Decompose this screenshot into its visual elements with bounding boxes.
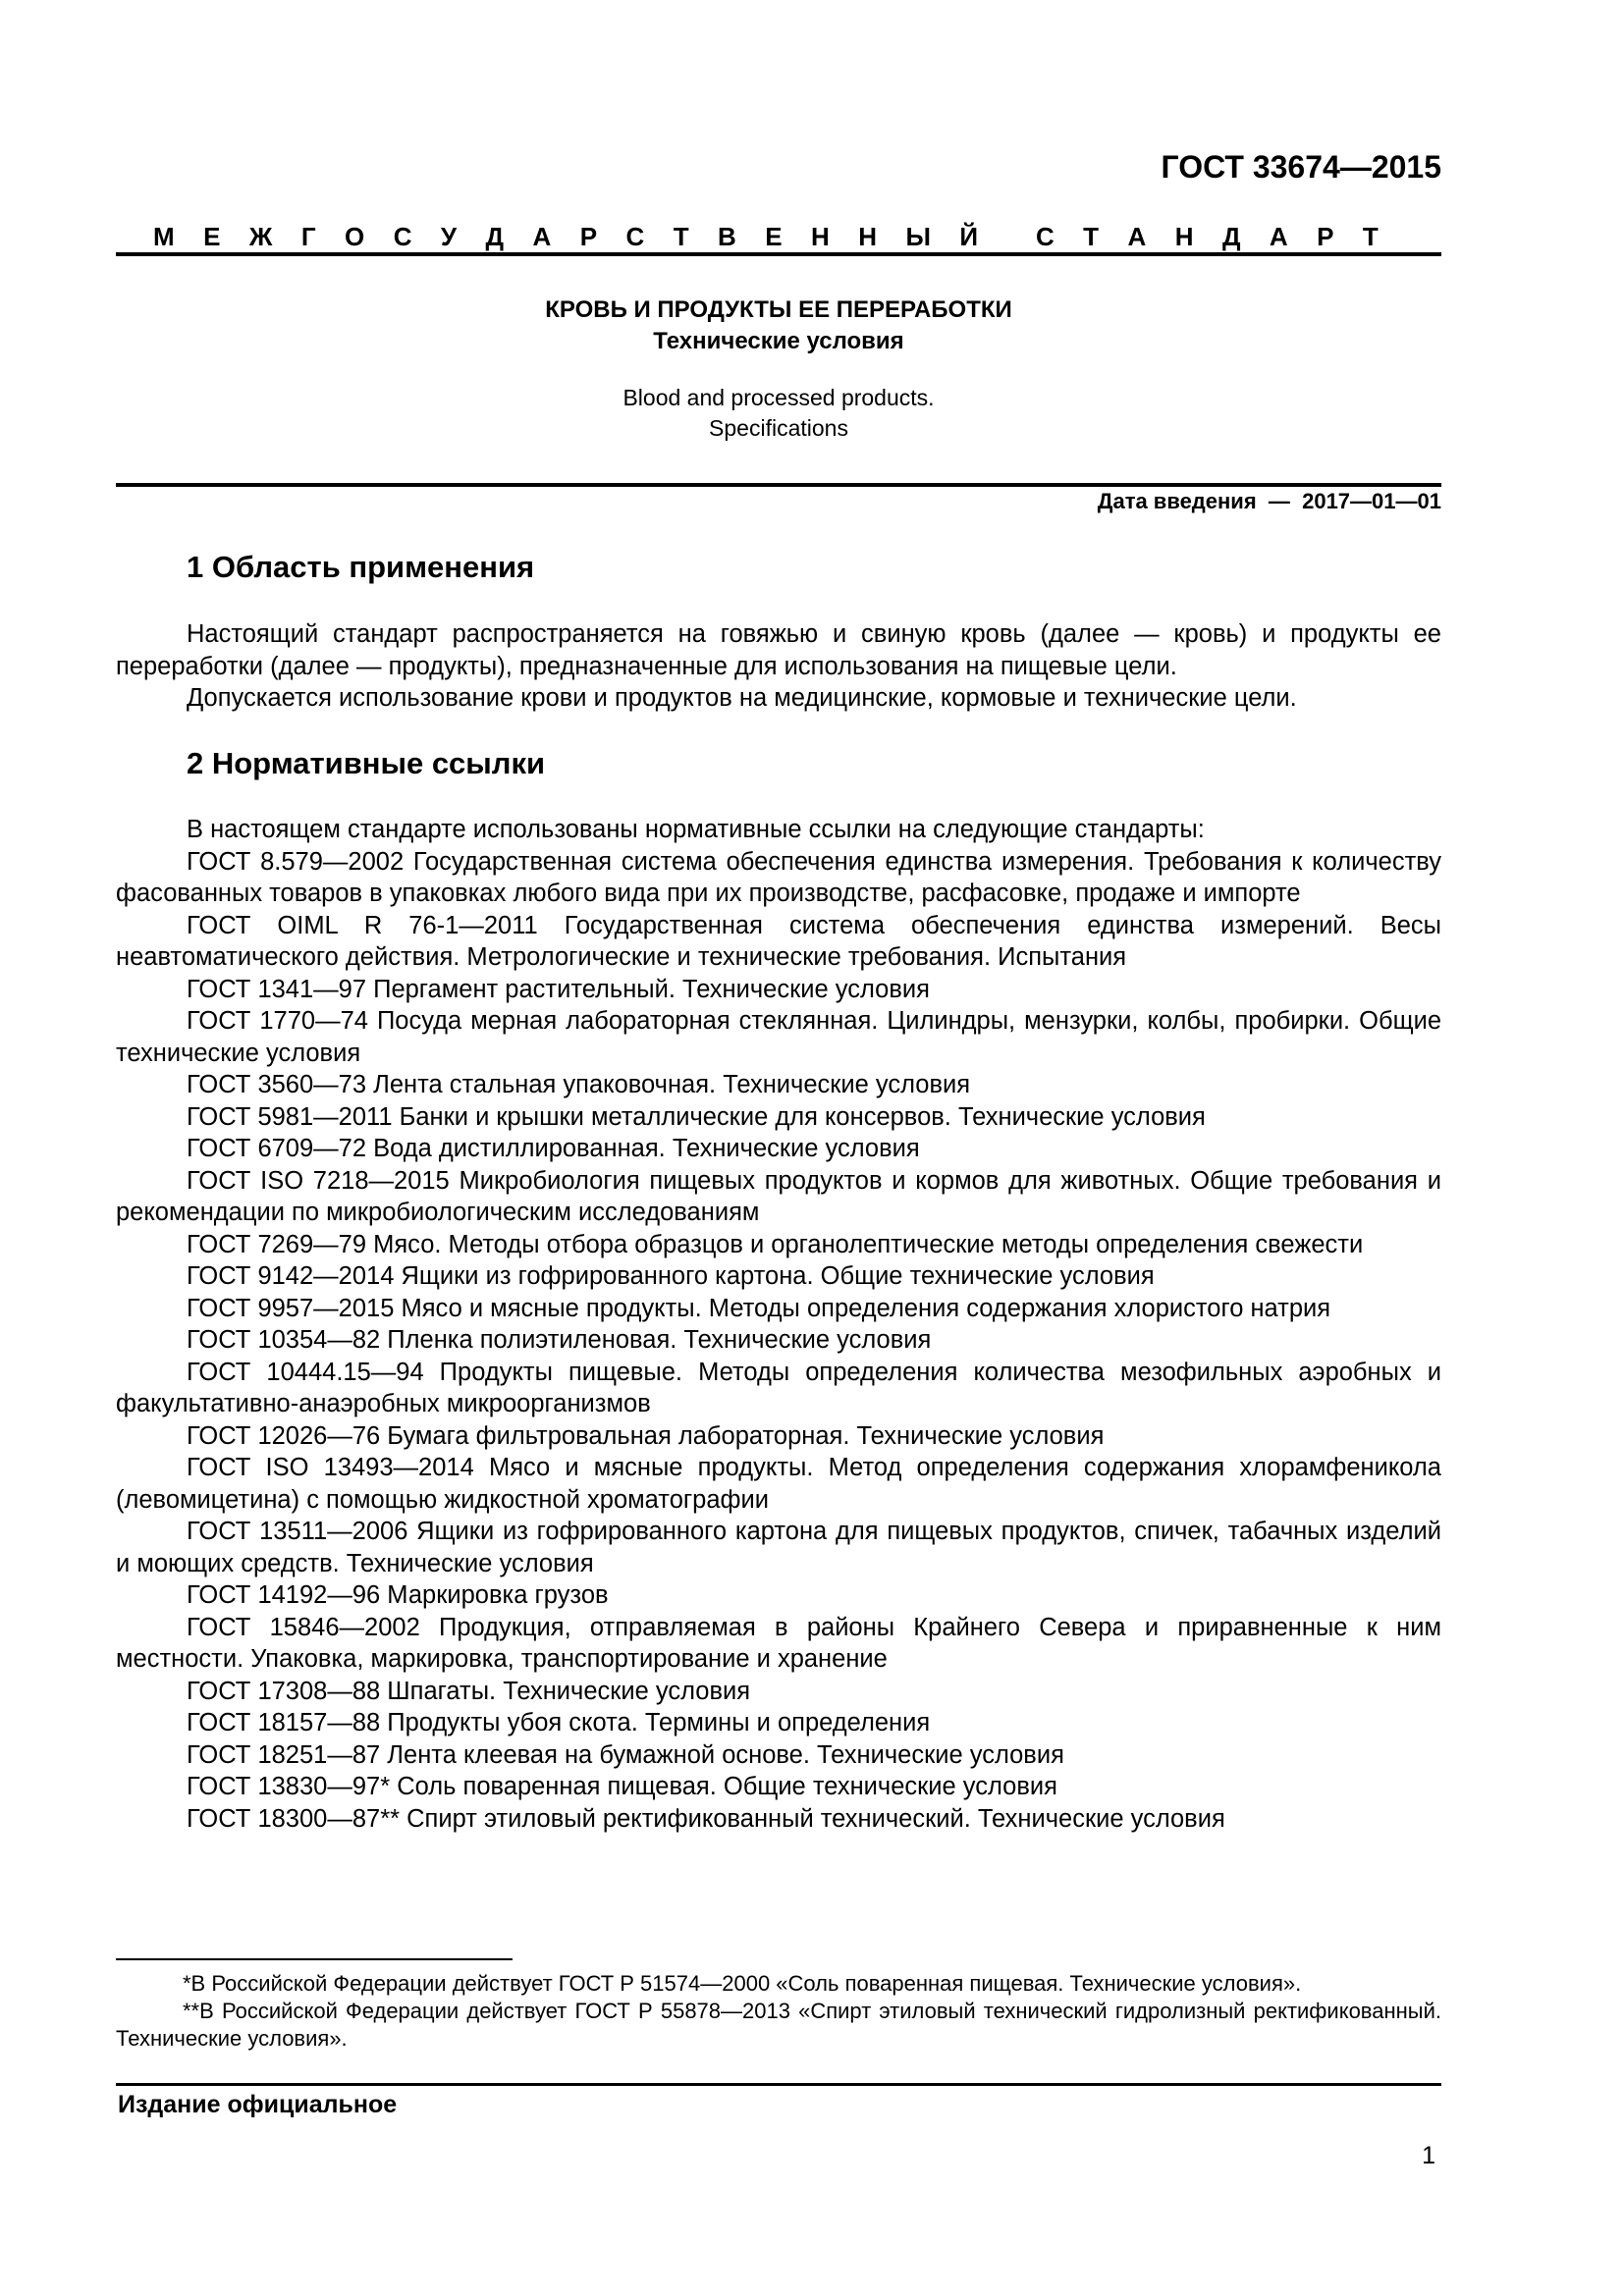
banner-letter: А (1269, 222, 1288, 251)
title-rule (116, 483, 1441, 487)
banner-letter: Н (1174, 222, 1194, 251)
footnote-rule (116, 1958, 513, 1960)
reference-item: ГОСТ 5981—2011 Банки и крышки металлические для консервов. Технические условия (187, 1102, 1206, 1131)
banner-letter: А (1127, 222, 1147, 251)
title-russian (116, 294, 1441, 357)
section-1-heading: 1 Область применения (187, 550, 535, 584)
banner-letter: С (625, 222, 645, 251)
reference-item: ГОСТ 18251—87 Лента клеевая на бумажной основе. Технические условия (187, 1740, 1064, 1769)
banner-letter: Д (1221, 222, 1241, 251)
paragraph: Настоящий стандарт распространяется на говяжью и свиную кровь (далее — кровь) и продукты ее переработки (далее — продукты), предназначенные для использования на пищевые цели. (116, 620, 1441, 680)
reference-item: ГОСТ 10444.15—94 Продукты пищевые. Методы определения количества мезофильных аэробных и факультативно-анаэробных микроорганизмов (116, 1358, 1441, 1417)
reference-item: ГОСТ 9142—2014 Ящики из гофрированного картона. Общие технические условия (187, 1262, 1155, 1290)
reference-item: ГОСТ 18300—87** Спирт этиловый ректификованный технический. Технические условия (187, 1804, 1225, 1833)
banner-letter: Н (811, 222, 830, 251)
introduction-date: Дата введения — 2017—01—01 (1097, 489, 1441, 513)
reference-item: ГОСТ ISO 13493—2014 Мясо и мясные продукты. Метод определения содержания хлорамфеникола (левомицетина) с помощью жидкостной хроматографии (116, 1454, 1441, 1514)
standard-number: ГОСТ 33674—2015 (1161, 149, 1441, 185)
banner-letter: У (440, 222, 458, 251)
title-english (116, 383, 1441, 444)
footer-rule (116, 2083, 1441, 2086)
banner-letter: Е (203, 222, 221, 251)
section-1-body (116, 618, 1441, 715)
reference-item: ГОСТ 1770—74 Посуда мерная лабораторная стеклянная. Цилиндры, мензурки, колбы, пробирки. Общие технические условия (116, 1007, 1441, 1067)
footnotes (116, 1970, 1441, 2053)
banner-letter: Г (300, 222, 316, 251)
footnote: *В Российской Федерации действует ГОСТ Р 51574—2000 «Соль поваренная пищевая. Технические условия». (183, 1971, 1302, 1996)
document-page (116, 0, 1441, 2296)
banner-letter: Т (673, 222, 689, 251)
reference-item: ГОСТ 13511—2006 Ящики из гофрированного картона для пищевых продуктов, спичек, табачных изделий и моющих средств. Технические условия (116, 1518, 1441, 1577)
official-edition-label: Издание официальное (118, 2091, 398, 2118)
banner-letter: Р (579, 222, 598, 251)
banner-letter: Ж (248, 222, 273, 251)
banner-letter: М (153, 222, 175, 251)
banner-letter: Р (1317, 222, 1334, 251)
reference-item: ГОСТ 15846—2002 Продукция, отправляемая в районы Крайнего Севера и приравненные к ним местности. Упаковка, маркировка, транспортирование и хранение (116, 1613, 1441, 1673)
reference-item: ГОСТ OIML R 76-1—2011 Государственная система обеспечения единства измерений. Весы неавтоматического действия. Метрологические и технические требования. Испытания (116, 911, 1441, 971)
reference-item: ГОСТ ISO 7218—2015 Микробиология пищевых продуктов и кормов для животных. Общие требования и рекомендации по микробиологическим исследованиям (116, 1166, 1441, 1226)
reference-item: ГОСТ 14192—96 Маркировка грузов (187, 1581, 609, 1609)
banner-letter: С (393, 222, 412, 251)
banner-letter: Н (858, 222, 878, 251)
title-subtitle: Технические условия (653, 328, 904, 354)
footnote: **В Российской Федерации действует ГОСТ Р 55878—2013 «Спирт этиловый технический гидролизный ректификованный. Технические условия». (116, 1999, 1441, 2051)
page-number: 1 (1422, 2142, 1435, 2169)
interstate-standard-banner (153, 222, 1379, 252)
banner-letter: А (532, 222, 552, 251)
paragraph: Допускается использование крови и продуктов на медицинские, кормовые и технические цели. (187, 684, 1297, 712)
title-english-sub: Specifications (709, 415, 848, 441)
reference-item: ГОСТ 6709—72 Вода дистиллированная. Технические условия (187, 1135, 920, 1162)
banner-letter: Е (765, 222, 783, 251)
reference-item: ГОСТ 18157—88 Продукты убоя скота. Термины и определения (187, 1709, 931, 1736)
reference-item: ГОСТ 3560—73 Лента стальная упаковочная. Технические условия (187, 1071, 971, 1098)
banner-letter: Д (485, 222, 505, 251)
reference-item: ГОСТ 9957—2015 Мясо и мясные продукты. Методы определения содержания хлористого натрия (187, 1294, 1331, 1322)
reference-item: ГОСТ 13830—97* Соль поваренная пищевая. Общие технические условия (187, 1773, 1057, 1800)
header-rule (116, 252, 1441, 256)
section-2-heading: 2 Нормативные ссылки (187, 746, 546, 780)
banner-letter: О (345, 222, 365, 251)
reference-item: ГОСТ 10354—82 Пленка полиэтиленовая. Технические условия (187, 1326, 932, 1354)
reference-item: ГОСТ 8.579—2002 Государственная система обеспечения единства измерения. Требования к количеству фасованных товаров в упаковках любого вида при их производстве, расфасовке, продаже и импорте (116, 847, 1441, 907)
banner-letter: В (718, 222, 736, 251)
normative-references-list (116, 814, 1441, 1835)
banner-letter: С (1035, 222, 1055, 251)
banner-letter: Т (1362, 222, 1379, 251)
banner-letter: Т (1083, 222, 1100, 251)
reference-item: ГОСТ 1341—97 Пергамент растительный. Технические условия (187, 975, 930, 1003)
reference-item: ГОСТ 7269—79 Мясо. Методы отбора образцов и органолептические методы определения свежести (187, 1230, 1364, 1258)
reference-item: ГОСТ 17308—88 Шпагаты. Технические условия (187, 1677, 751, 1705)
reference-item: ГОСТ 12026—76 Бумага фильтровальная лабораторная. Технические условия (187, 1421, 1105, 1450)
references-intro: В настоящем стандарте использованы нормативные ссылки на следующие стандарты: (187, 816, 1205, 843)
banner-letter: Й (959, 222, 979, 251)
banner-letter: Ы (905, 222, 931, 251)
title-english-main: Blood and processed products. (622, 385, 935, 410)
title-main: КРОВЬ И ПРОДУКТЫ ЕЕ ПЕРЕРАБОТКИ (545, 296, 1012, 323)
